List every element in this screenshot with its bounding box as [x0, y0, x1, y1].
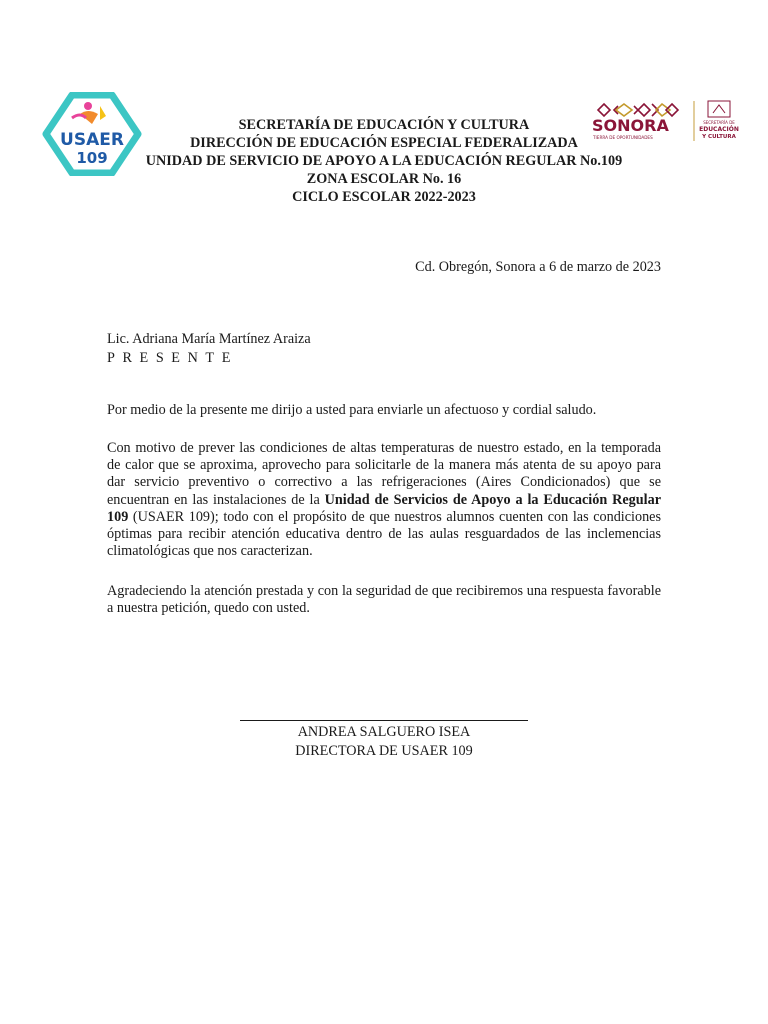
sec-logo-line3: Y CULTURA [702, 134, 736, 140]
signature-block [200, 723, 568, 761]
sonora-logo-tagline: TIERRA DE OPORTUNIDADES [593, 135, 653, 140]
signatory-title: DIRECTORA DE USAER 109 [295, 743, 473, 759]
usaer-logo-text: USAER [60, 130, 124, 150]
request-text-end: (USAER 109); todo con el propósito de que nuestros alumnos cuenten con las condiciones óptimas para recibir atención educativa dentro de las aulas resguardados de las inclemencias climatológicas que nos caracterizan. [107, 508, 661, 560]
greeting-paragraph: Por medio de la presente me dirijo a usted para enviarle un afectuoso y cordial saludo. [107, 402, 597, 418]
header-unidad: UNIDAD DE SERVICIO DE APOYO A LA EDUCACIÓN REGULAR No.109 [145, 153, 623, 169]
header-direccion: DIRECCIÓN DE EDUCACIÓN ESPECIAL FEDERALIZADA [190, 135, 578, 151]
request-paragraph [107, 440, 661, 560]
signature-line [240, 720, 528, 721]
recipient-block [107, 330, 311, 368]
header-zona: ZONA ESCOLAR No. 16 [306, 171, 462, 187]
signatory-name: ANDREA SALGUERO ISEA [297, 724, 471, 740]
request-unit-name: Unidad de Servicios de Apoyo a la Educación Regular 109 [107, 491, 661, 525]
header-ciclo: CICLO ESCOLAR 2022-2023 [292, 189, 476, 205]
recipient-presente: PRESENTE [107, 350, 238, 366]
closing-paragraph: Agradeciendo la atención prestada y con la seguridad de que recibiremos una respuesta favorable a nuestra petición, quedo con usted. [107, 583, 661, 617]
letter-date: Cd. Obregón, Sonora a 6 de marzo de 2023 [415, 259, 661, 275]
sonora-logo-text: SONORA [592, 116, 669, 135]
sec-logo-line1: SECRETARÍA DE [703, 120, 735, 125]
sec-logo-line2: EDUCACIÓN [699, 126, 739, 133]
request-text-start: Con motivo de prever las condiciones de altas temperaturas de nuestro estado, en la temporada de calor que se aproxima, aprovecho para solicitarle de la manera más atenta de su apoyo para dar servicio preventivo o correctivo a las refrigeraciones (Aires Condicionados) que se encuentran en las instalaciones de la [107, 440, 661, 508]
usaer-logo-number: 109 [76, 149, 108, 167]
letterhead [110, 116, 658, 206]
header-secretaria: SECRETARÍA DE EDUCACIÓN Y CULTURA [238, 117, 530, 133]
recipient-name: Lic. Adriana María Martínez Araiza [107, 331, 311, 347]
